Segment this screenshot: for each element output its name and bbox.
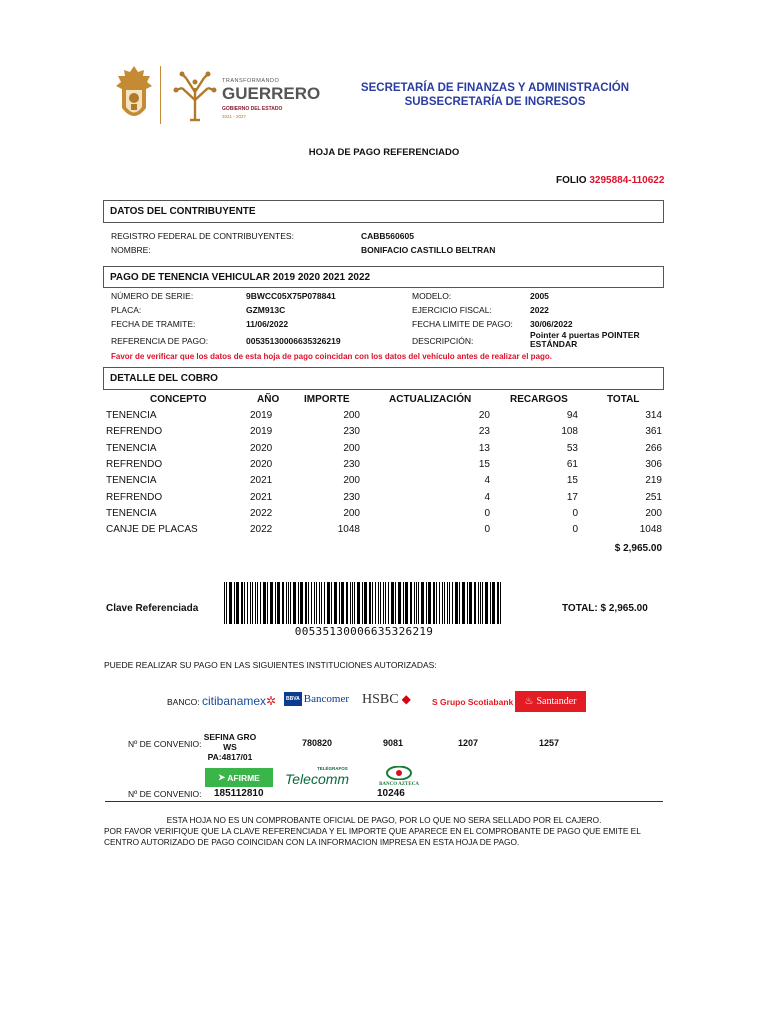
header-importe: IMPORTE [304, 394, 350, 405]
barcode-total: TOTAL: $ 2,965.00 [562, 603, 648, 614]
serie-label: NÚMERO DE SERIE: [111, 291, 194, 301]
fecha-value: 11/06/2022 [246, 319, 289, 329]
cell-recargos: 53 [566, 442, 578, 454]
desc-value: Pointer 4 puertas POINTER ESTÁNDAR [530, 330, 640, 349]
cell-actualizacion: 0 [484, 507, 490, 519]
hsbc-logo: HSBC ◆ [362, 692, 411, 707]
santander-flame-icon: ♨ [524, 696, 534, 707]
cell-concepto: TENENCIA [106, 442, 157, 454]
header-recargos: RECARGOS [510, 394, 568, 405]
footer-line-1: ESTA HOJA NO ES UN COMPROBANTE OFICIAL DE PAGO, POR LO QUE NO SERA SELLADO POR EL CAJERO. [166, 815, 602, 825]
cell-total: 361 [645, 426, 662, 438]
barcode [222, 582, 506, 624]
cell-actualizacion: 15 [478, 458, 490, 470]
cell-importe: 200 [343, 507, 360, 519]
vehicle-warning: Favor de verificar que los datos de esta hoja de pago coincidan con los datos del vehículo antes de realizar el pago. [111, 352, 553, 361]
cell-total: 306 [645, 458, 662, 470]
cell-actualizacion: 20 [478, 410, 490, 421]
header-line-2: SUBSECRETARÍA DE INGRESOS [404, 96, 586, 108]
rfc-value: CABB560605 [361, 231, 414, 241]
cell-importe: 200 [343, 442, 360, 454]
hsbc-hexagon-icon: ◆ [398, 692, 411, 706]
cell-total: 251 [645, 491, 662, 503]
cell-ano: 2022 [250, 524, 273, 536]
limite-value: 30/06/2022 [530, 319, 573, 329]
cell-recargos: 94 [566, 410, 578, 421]
afirme-logo: ➤ AFIRME [205, 768, 273, 787]
footer-line-2: POR FAVOR VERIFIQUE QUE LA CLAVE REFERENCIADA Y EL IMPORTE QUE APARECE EN EL COMPROBANTE DE PAGO QUE EMITE EL CENTRO AUTORIZADO DE PAGO COINCIDAN CON LA INFORMACION IMPRESA EN ESTA HOJA DE PAGO. [104, 826, 641, 847]
placa-label: PLACA: [111, 305, 142, 315]
cell-concepto: REFRENDO [106, 426, 163, 438]
cell-actualizacion: 4 [484, 475, 490, 487]
convenio-hsbc: 9081 [383, 738, 404, 748]
document-title: HOJA DE PAGO REFERENCIADO [308, 147, 460, 158]
afirme-arrow-icon: ➤ [218, 772, 226, 782]
cell-actualizacion: 0 [484, 524, 490, 536]
clave-referenciada-label: Clave Referenciada [106, 603, 199, 614]
cell-recargos: 0 [572, 507, 578, 519]
cell-actualizacion: 13 [478, 442, 490, 454]
banco-azteca-logo: BANCO AZTECA [372, 766, 426, 787]
folio [556, 175, 664, 186]
bancomer-logo: BBVA Bancomer [286, 693, 349, 705]
cell-recargos: 108 [561, 426, 578, 438]
cell-total: 200 [645, 507, 662, 519]
cell-importe: 230 [343, 426, 360, 438]
cell-actualizacion: 23 [478, 426, 490, 438]
brand-small: TRANSFORMANDO [222, 78, 280, 84]
cell-ano: 2019 [250, 426, 273, 438]
folio-label: FOLIO [556, 175, 587, 186]
cell-ano: 2020 [250, 458, 273, 470]
convenio-azteca: 10246 [377, 788, 405, 799]
header-ano: AÑO [257, 394, 280, 405]
brand-years: 2021 - 2027 [222, 114, 247, 119]
cell-concepto: REFRENDO [106, 458, 163, 470]
telecomm-logo: TELÉGRAFOS Telecomm [285, 766, 350, 787]
tree-emblem-logo [172, 70, 218, 122]
cell-total: 1048 [639, 524, 662, 536]
cell-ano: 2022 [250, 507, 273, 519]
divider-line [160, 66, 161, 124]
placa-value: GZM913C [246, 305, 286, 315]
cell-importe: 1048 [337, 524, 360, 536]
cell-concepto: TENENCIA [106, 475, 157, 487]
ref-label: REFERENCIA DE PAGO: [111, 336, 209, 346]
cell-recargos: 61 [566, 458, 578, 470]
cell-concepto: TENENCIA [106, 410, 157, 421]
scotiabank-s-icon: S [432, 697, 441, 707]
pago-intro: PUEDE REALIZAR SU PAGO EN LAS SIGUIENTES INSTITUCIONES AUTORIZADAS: [104, 660, 437, 670]
cell-ano: 2021 [250, 491, 273, 503]
header-actualizacion: ACTUALIZACIÓN [389, 394, 472, 405]
convenio-label-1: Nº DE CONVENIO: [128, 739, 202, 749]
folio-value: 3295884-110622 [589, 175, 665, 186]
tree-emblem-icon [172, 70, 218, 122]
cell-actualizacion: 4 [484, 491, 490, 503]
convenio-label-2: Nº DE CONVENIO: [128, 789, 202, 799]
cell-ano: 2020 [250, 442, 273, 454]
ejercicio-value: 2022 [530, 305, 549, 315]
fecha-label: FECHA DE TRAMITE: [111, 319, 196, 329]
header-concepto: CONCEPTO [150, 394, 207, 405]
coat-of-arms-logo [112, 64, 156, 126]
serie-value: 9BWCC05X75P078841 [246, 291, 336, 301]
bbva-icon: BBVA [284, 692, 302, 706]
banco-label: BANCO: [167, 697, 200, 707]
convenio-divider [105, 801, 663, 802]
cell-importe: 230 [343, 491, 360, 503]
convenio-santander: 1257 [539, 738, 560, 748]
cell-recargos: 15 [566, 475, 578, 487]
header-total: TOTAL [607, 394, 640, 405]
section-detalle-title: DETALLE DEL COBRO [110, 373, 218, 384]
nombre-value: BONIFACIO CASTILLO BELTRAN [361, 245, 496, 255]
ref-value: 00535130006635326219 [246, 336, 341, 346]
cell-concepto: REFRENDO [106, 491, 163, 503]
modelo-value: 2005 [530, 291, 549, 301]
cell-concepto: CANJE DE PLACAS [106, 524, 198, 536]
section-contribuyente [103, 200, 664, 223]
santander-logo: ♨ Santander [515, 691, 586, 712]
barcode-number: 00535130006635326219 [294, 625, 434, 638]
section-detalle [103, 367, 664, 390]
modelo-label: MODELO: [412, 291, 452, 301]
cell-importe: 200 [343, 410, 360, 421]
cell-importe: 230 [343, 458, 360, 470]
grand-total: $ 2,965.00 [614, 543, 662, 554]
cell-total: 314 [645, 410, 662, 421]
limite-label: FECHA LIMITE DE PAGO: [412, 319, 513, 329]
convenio-banamex: SEFINA GRO WS PA:4817/01 [203, 732, 257, 762]
section-tenencia [103, 266, 664, 288]
cell-ano: 2021 [250, 475, 273, 487]
ejercicio-label: EJERCICIO FISCAL: [412, 305, 492, 315]
cell-total: 266 [645, 442, 662, 454]
convenio-afirme: 185112810 [214, 788, 264, 799]
desc-label: DESCRIPCIÓN: [412, 336, 474, 346]
azteca-emblem-icon [386, 766, 412, 780]
brand-sub: GOBIERNO DEL ESTADO [222, 106, 283, 112]
scotiabank-logo: S Grupo Scotiabank [432, 697, 514, 707]
cell-concepto: TENENCIA [106, 507, 157, 519]
rfc-label: REGISTRO FEDERAL DE CONTRIBUYENTES: [111, 231, 294, 241]
convenio-bancomer: 780820 [302, 738, 333, 748]
section-contribuyente-title: DATOS DEL CONTRIBUYENTE [110, 206, 256, 217]
state-coat-of-arms-icon [112, 64, 156, 126]
citibanamex-logo: citibanamex✲ [202, 694, 277, 708]
cell-recargos: 0 [572, 524, 578, 536]
header-line-1: SECRETARÍA DE FINANZAS Y ADMINISTRACIÓN [360, 82, 630, 94]
brand-big: GUERRERO [222, 84, 321, 103]
section-tenencia-title: PAGO DE TENENCIA VEHICULAR 2019 2020 2021 2022 [110, 271, 371, 283]
convenio-scotiabank: 1207 [458, 738, 479, 748]
banamex-star-icon: ✲ [266, 694, 277, 708]
cell-total: 219 [645, 475, 662, 487]
cell-ano: 2019 [250, 410, 273, 421]
nombre-label: NOMBRE: [111, 245, 151, 255]
cell-importe: 200 [343, 475, 360, 487]
cell-recargos: 17 [566, 491, 578, 503]
